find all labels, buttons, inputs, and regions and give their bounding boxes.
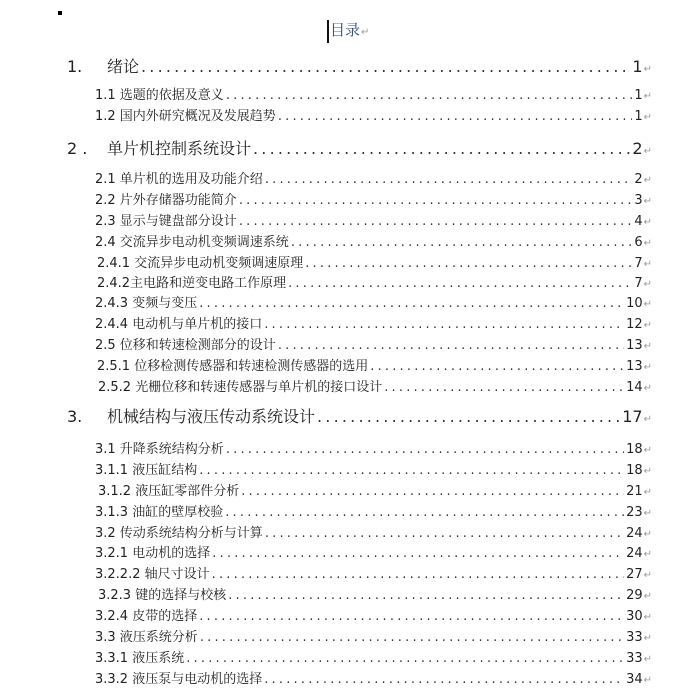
- toc-entry-label: [67, 136, 251, 158]
- dot-leader: [141, 57, 630, 76]
- toc-entry-label: 3.1 升降系统结构分析: [95, 442, 224, 457]
- toc-entry-label: [67, 54, 139, 76]
- toc-entry[interactable]: [95, 334, 652, 353]
- toc-entry[interactable]: [95, 292, 652, 311]
- toc-entry[interactable]: [95, 168, 652, 187]
- toc-entry-label: 2.5 位移和转速检测部分的设计: [95, 338, 276, 353]
- dot-leader: [199, 463, 624, 478]
- toc-entry-label: 3.1.2 液压缸零部件分析: [98, 484, 240, 499]
- return-mark-icon: ↵: [643, 529, 652, 540]
- page-number: 1: [632, 57, 643, 76]
- dot-leader: [226, 442, 624, 457]
- page-number: 27: [626, 567, 643, 582]
- toc-entry-label: 1.2 国内外研究概况及发展趋势: [95, 109, 276, 124]
- toc-entry-label: 2.4.1 交流异步电动机变频调速原理: [97, 256, 304, 271]
- toc-entry-label: 2.4.4 电动机与单片机的接口: [95, 317, 263, 332]
- page-number: 10: [626, 296, 643, 311]
- dot-leader: [278, 338, 624, 353]
- dot-leader: [199, 609, 624, 624]
- page-number: 4: [634, 214, 643, 229]
- toc-entry[interactable]: [95, 647, 652, 666]
- toc-entry-label: 3.3 液压系统分析: [95, 630, 198, 645]
- dot-leader: [239, 193, 633, 208]
- toc-entry[interactable]: [95, 522, 652, 541]
- return-mark-icon: ↵: [643, 64, 652, 75]
- page-number: 24: [626, 526, 643, 541]
- toc-entry-label: 2.3 显示与键盘部分设计: [95, 214, 237, 229]
- page-number: 3: [634, 193, 643, 208]
- page-number: 29: [626, 588, 643, 603]
- chapter-title: 单片机控制系统设计: [107, 139, 252, 158]
- return-mark-icon: ↵: [643, 633, 652, 644]
- toc-entry[interactable]: [98, 376, 652, 395]
- return-mark-icon: ↵: [643, 91, 652, 102]
- dot-leader: [265, 172, 633, 187]
- toc-title-text: 目录: [330, 21, 361, 39]
- toc-entry-label: 2.4.3 变频与变压: [95, 296, 198, 311]
- page-number: 23: [626, 505, 643, 520]
- dot-leader: [291, 235, 633, 250]
- dot-leader: [253, 139, 630, 158]
- toc-entry[interactable]: [97, 355, 652, 374]
- page-number: 18: [626, 463, 643, 478]
- toc-entry[interactable]: [97, 252, 652, 271]
- toc-entry[interactable]: [95, 438, 652, 457]
- page-number: 2: [634, 172, 643, 187]
- toc-entry-label: 2.5.2 光栅位移和转速传感器与单片机的接口设计: [98, 380, 383, 395]
- page-number: 2: [632, 139, 643, 158]
- toc-entry-label: 2.1 单片机的选用及功能介绍: [95, 172, 263, 187]
- toc-entry[interactable]: [95, 668, 652, 687]
- return-mark-icon: ↵: [643, 279, 652, 290]
- page-number: 13: [626, 338, 643, 353]
- toc-entry-label: 3.2.3 键的选择与校核: [98, 588, 227, 603]
- page-number: 18: [626, 442, 643, 457]
- return-mark-icon: ↵: [643, 362, 652, 373]
- toc-entry-label: 3.3.2 液压泵与电动机的选择: [95, 672, 263, 687]
- toc-entry-label: 2.4.2主电路和逆变电路工作原理: [97, 276, 287, 291]
- toc-entry[interactable]: [95, 626, 652, 645]
- dot-leader: [228, 588, 624, 603]
- dot-leader: [265, 526, 624, 541]
- return-mark-icon: ↵: [643, 383, 652, 394]
- toc-entry-chapter[interactable]: [67, 136, 652, 158]
- dot-leader: [186, 651, 624, 666]
- return-mark-icon: ↵: [643, 466, 652, 477]
- page-number: 33: [626, 630, 643, 645]
- toc-entry[interactable]: [95, 501, 652, 520]
- dot-leader: [225, 505, 624, 520]
- toc-entry[interactable]: [95, 189, 652, 208]
- page-number: 1: [634, 88, 643, 103]
- page-number: 17: [622, 407, 643, 426]
- chapter-number: 1.: [67, 57, 83, 76]
- return-mark-icon: ↵: [643, 414, 652, 425]
- toc-entry[interactable]: [95, 105, 652, 124]
- toc-entry-label: 2.4 交流异步电动机变频调速系统: [95, 235, 289, 250]
- return-mark-icon: ↵: [643, 341, 652, 352]
- return-mark-icon: ↵: [643, 612, 652, 623]
- dot-leader: [241, 484, 624, 499]
- toc-entry-label: 3.1.1 液压缸结构: [95, 463, 198, 478]
- toc-entry-label: 2.5.1 位移检测传感器和转速检测传感器的选用: [97, 359, 369, 374]
- dot-leader: [370, 359, 624, 374]
- toc-entry[interactable]: [95, 313, 652, 332]
- toc-entry[interactable]: [95, 459, 652, 478]
- toc-entry[interactable]: [95, 84, 652, 103]
- toc-entry-label: 3.2.2.2 轴尺寸设计: [95, 567, 210, 582]
- chapter-title: 机械结构与液压传动系统设计: [107, 407, 316, 426]
- return-mark-icon: ↵: [643, 654, 652, 665]
- chapter-number: 3.: [67, 407, 83, 426]
- toc-entry-chapter[interactable]: [67, 54, 652, 76]
- dot-leader: [278, 109, 633, 124]
- dot-leader: [317, 407, 620, 426]
- dot-leader: [199, 296, 624, 311]
- toc-entry[interactable]: [95, 563, 652, 582]
- toc-title: [327, 20, 369, 43]
- page-number: 30: [626, 609, 643, 624]
- toc-entry-label: 1.1 选题的依据及意义: [95, 88, 224, 103]
- return-mark-icon: ↵: [643, 196, 652, 207]
- toc-entry-label: 2.2 片外存储器功能简介: [95, 193, 237, 208]
- dot-leader: [288, 276, 632, 291]
- return-mark-icon: ↵: [643, 508, 652, 519]
- return-mark-icon: ↵: [643, 549, 652, 560]
- page-number: 34: [626, 672, 643, 687]
- chapter-title: 绪论: [107, 57, 140, 76]
- page-number: 21: [626, 484, 643, 499]
- page-number: 14: [626, 380, 643, 395]
- return-mark-icon: ↵: [643, 238, 652, 249]
- return-mark-icon: ↵: [643, 570, 652, 581]
- return-mark-icon: ↵: [643, 217, 652, 228]
- dot-leader: [305, 256, 632, 271]
- toc-entry[interactable]: [98, 480, 652, 499]
- dot-leader: [226, 88, 633, 103]
- dot-leader: [212, 567, 624, 582]
- toc-entry[interactable]: [97, 272, 652, 291]
- page-number: 7: [634, 276, 643, 291]
- return-mark-icon: ↵: [643, 591, 652, 602]
- dot-leader: [200, 630, 624, 645]
- chapter-number: 2 .: [67, 139, 88, 158]
- toc-entry-label: 3.1.3 油缸的壁厚校验: [95, 505, 224, 520]
- return-mark-icon: ↵: [643, 259, 652, 270]
- toc-entry[interactable]: [98, 584, 652, 603]
- page-number: 13: [626, 359, 643, 374]
- toc-entry[interactable]: [95, 542, 652, 561]
- return-mark-icon: ↵: [643, 299, 652, 310]
- return-mark-icon: ↵: [643, 320, 652, 331]
- page-number: 6: [634, 235, 643, 250]
- toc-entry-label: 3.2.4 皮带的选择: [95, 609, 198, 624]
- return-mark-icon: ↵: [361, 27, 370, 38]
- toc-entry-label: 3.2 传动系统结构分析与计算: [95, 526, 263, 541]
- page-number: 1: [634, 109, 643, 124]
- page-number: 24: [626, 546, 643, 561]
- toc-entry-chapter[interactable]: [67, 404, 652, 426]
- return-mark-icon: ↵: [643, 146, 652, 157]
- toc-entry-label: [67, 404, 315, 426]
- page-number: 7: [634, 256, 643, 271]
- return-mark-icon: ↵: [643, 445, 652, 456]
- toc-entry-label: 3.3.1 液压系统: [95, 651, 185, 666]
- toc-entry[interactable]: [95, 210, 652, 229]
- return-mark-icon: ↵: [643, 675, 652, 686]
- dot-leader: [264, 672, 624, 687]
- return-mark-icon: ↵: [643, 175, 652, 186]
- page-number: 12: [626, 317, 643, 332]
- toc-entry-label: 3.2.1 电动机的选择: [95, 546, 211, 561]
- dot-leader: [384, 380, 624, 395]
- toc-entry[interactable]: [95, 231, 652, 250]
- return-mark-icon: ↵: [643, 112, 652, 123]
- paragraph-anchor-mark: [58, 11, 62, 15]
- page-number: 33: [626, 651, 643, 666]
- dot-leader: [239, 214, 633, 229]
- dot-leader: [264, 317, 624, 332]
- toc-entry[interactable]: [95, 605, 652, 624]
- dot-leader: [212, 546, 624, 561]
- return-mark-icon: ↵: [643, 487, 652, 498]
